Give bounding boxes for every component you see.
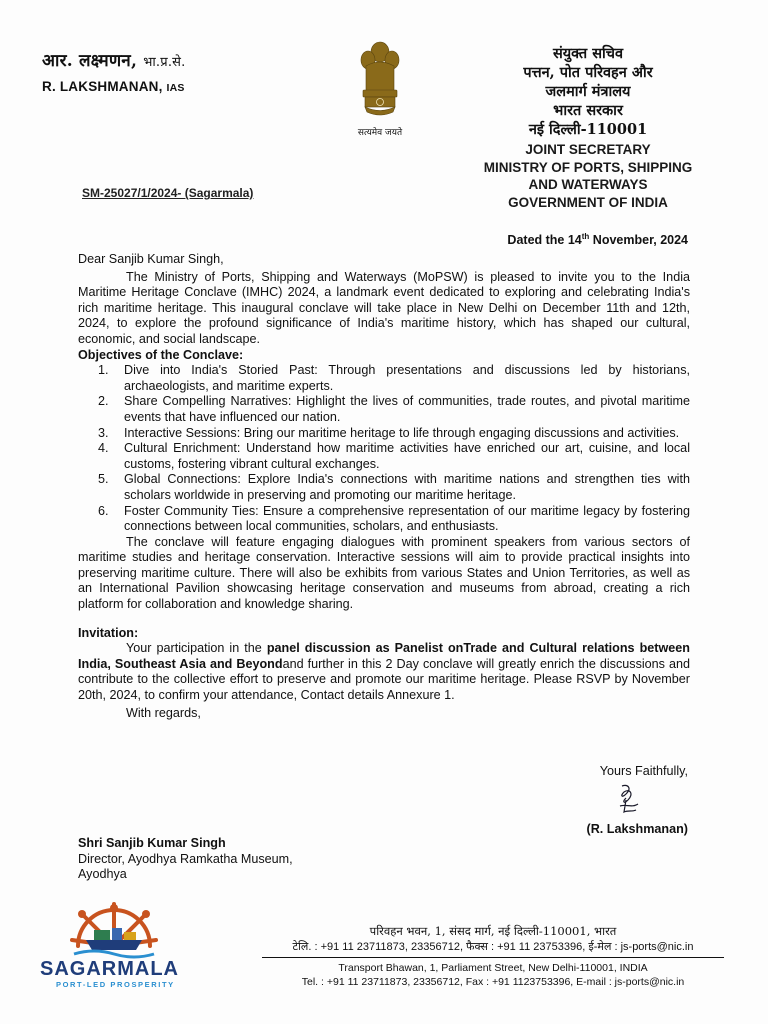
invitation-panel-highlight: panel discussion as Panelist onTrade and Cultural relations between India, Southeast Asia and Beyond — [78, 641, 690, 671]
letter-date — [507, 232, 688, 247]
logo-tagline: PORT-LED PROSPERITY — [56, 980, 175, 989]
objective-number: 3. — [98, 425, 109, 440]
addressee-designation: Director, Ayodhya Ramkatha Museum, — [78, 851, 293, 866]
sender-name-english — [42, 79, 186, 94]
date-suffix-ordinal: th — [581, 232, 590, 241]
objective-item — [98, 504, 690, 535]
footer-english-contact: Tel. : +91 11 23711873, 23356712, Fax : +91 1123753396, E-mail : js-ports@nic.in — [301, 976, 685, 988]
lion-capital-icon — [358, 40, 402, 124]
addressee-block — [78, 836, 293, 883]
designation-hindi-line: भारत सरकार — [553, 102, 623, 119]
regards-line: With regards, — [126, 705, 201, 720]
objective-text: Dive into India's Storied Past: Through presentations and discussions led by historians, archaeologists, and maritime experts. — [124, 363, 690, 393]
designation-english-line: GOVERNMENT OF INDIA — [508, 194, 668, 210]
signature-icon — [614, 782, 644, 816]
sender-name-hindi-text: आर. लक्ष्मणन, — [42, 51, 138, 71]
salutation: Dear Sanjib Kumar Singh, — [78, 252, 224, 266]
objective-number: 1. — [98, 363, 109, 378]
objective-item — [98, 441, 690, 472]
objective-text: Global Connections: Explore India's connections with maritime nations and strengthen ties with scholars worldwide in preserving and promoting our maritime heritage. — [124, 472, 690, 502]
handwritten-signature — [528, 778, 688, 822]
objective-number: 5. — [98, 472, 109, 487]
objective-text: Foster Community Ties: Ensure a comprehensive representation of our maritime legacy by fostering connections between local communities, scholars, and enthusiasts. — [124, 503, 690, 534]
designation-hindi-line: नई दिल्ली-110001 — [528, 121, 648, 138]
footer-divider — [262, 957, 724, 958]
signature-block — [528, 764, 688, 836]
sender-service-hindi: भा.प्र.से. — [143, 55, 186, 70]
sender-name-hindi — [42, 48, 186, 71]
invitation-text-start: Your participation in the — [126, 641, 267, 656]
sender-service-english: IAS — [166, 82, 185, 94]
objective-text: Interactive Sessions: Bring our maritime heritage to life through engaging discussions and activities. — [124, 425, 680, 440]
designation-block — [458, 44, 718, 211]
date-prefix: Dated the 14 — [507, 233, 582, 248]
objectives-list — [98, 363, 690, 535]
designation-english-line: AND WATERWAYS — [528, 177, 648, 192]
sender-name-block — [42, 48, 186, 94]
designation-hindi-line: पत्तन, पोत परिवहन और — [523, 64, 653, 81]
closing-line: Yours Faithfully, — [599, 764, 688, 778]
objective-text: Cultural Enrichment: Understand how maritime activities have enriched our art, cuisine, and local customs, fostering vibrant cultural exchanges. — [124, 441, 690, 471]
intro-paragraph: The Ministry of Ports, Shipping and Waterways (MoPSW) is pleased to invite you to the India Maritime Heritage Conclave (IMHC) 2024, a landmark event dedicated to exploring and celebrating India's rich maritime heritage. This inaugural conclave will take place in New Delhi on December 11th and 12th, 2024, to explore the profound significance of India's maritime history, which has shaped our cultural, economic, and social landscape. — [78, 269, 690, 346]
objectives-heading: Objectives of the Conclave: — [78, 347, 244, 362]
objective-text: Share Compelling Narratives: Highlight the lives of communities, trade routes, and pivotal maritime events that have influenced our nation. — [124, 394, 690, 424]
designation-english-line: MINISTRY OF PORTS, SHIPPING — [483, 159, 693, 175]
invitation-text-end: and further in this 2 Day conclave will greatly enrich the discussions and contribute to the collective effort to preserve and promote our maritime heritage. Please RSVP by November 20th, 2024, to confirm your attendance, Contact details Annexure 1. — [78, 656, 691, 703]
designation-hindi-line: संयुक्त सचिव — [552, 45, 624, 62]
footer-address — [262, 924, 724, 989]
emblem-motto: सत्यमेव जयते — [357, 128, 403, 138]
signatory-name: (R. Lakshmanan) — [586, 822, 688, 836]
letter-body — [78, 252, 690, 721]
national-emblem — [344, 40, 416, 138]
addressee-name: Shri Sanjib Kumar Singh — [78, 836, 226, 850]
objective-number: 4. — [98, 441, 109, 456]
date-month-year: November, 2024 — [589, 233, 688, 248]
footer-hindi-address: परिवहन भवन, 1, संसद मार्ग, नई दिल्ली-110001, भारत — [369, 924, 617, 938]
addressee-city: Ayodhya — [78, 867, 127, 882]
sagarmala-logo — [36, 900, 206, 996]
designation-english-line: JOINT SECRETARY — [525, 142, 651, 157]
sender-name-english-text: R. LAKSHMANAN, — [42, 79, 163, 94]
objective-item — [98, 394, 690, 425]
logo-wordmark: SAGARMALA — [40, 958, 179, 980]
objective-item — [98, 363, 690, 394]
conclave-paragraph: The conclave will feature engaging dialogues with prominent speakers from various sectors of maritime studies and heritage conservation. Interactive sessions will aim to provide practical insights into preserving maritime culture. There will also be exhibits from various States and Union Territories, as well as an International Pavilion showcasing heritage conservation and museums from abroad, creating a rich platform for collaboration and knowledge sharing. — [78, 534, 690, 612]
ship-wheel-icon — [64, 900, 164, 962]
reference-number: SM-25027/1/2024- (Sagarmala) — [82, 186, 254, 200]
objective-item — [98, 426, 690, 442]
footer-hindi-contact: टेलि. : +91 11 23711873, 23356712, फैक्स : +91 11 23753396, ई-मेल : js-ports@nic.in — [292, 941, 694, 953]
objective-number: 2. — [98, 394, 109, 409]
invitation-heading: Invitation: — [78, 625, 139, 640]
objective-item — [98, 472, 690, 503]
invitation-paragraph — [78, 641, 690, 703]
objective-number: 6. — [98, 503, 109, 518]
footer-english-address: Transport Bhawan, 1, Parliament Street, New Delhi-110001, INDIA — [338, 962, 648, 974]
designation-hindi-line: जलमार्ग मंत्रालय — [545, 83, 631, 100]
